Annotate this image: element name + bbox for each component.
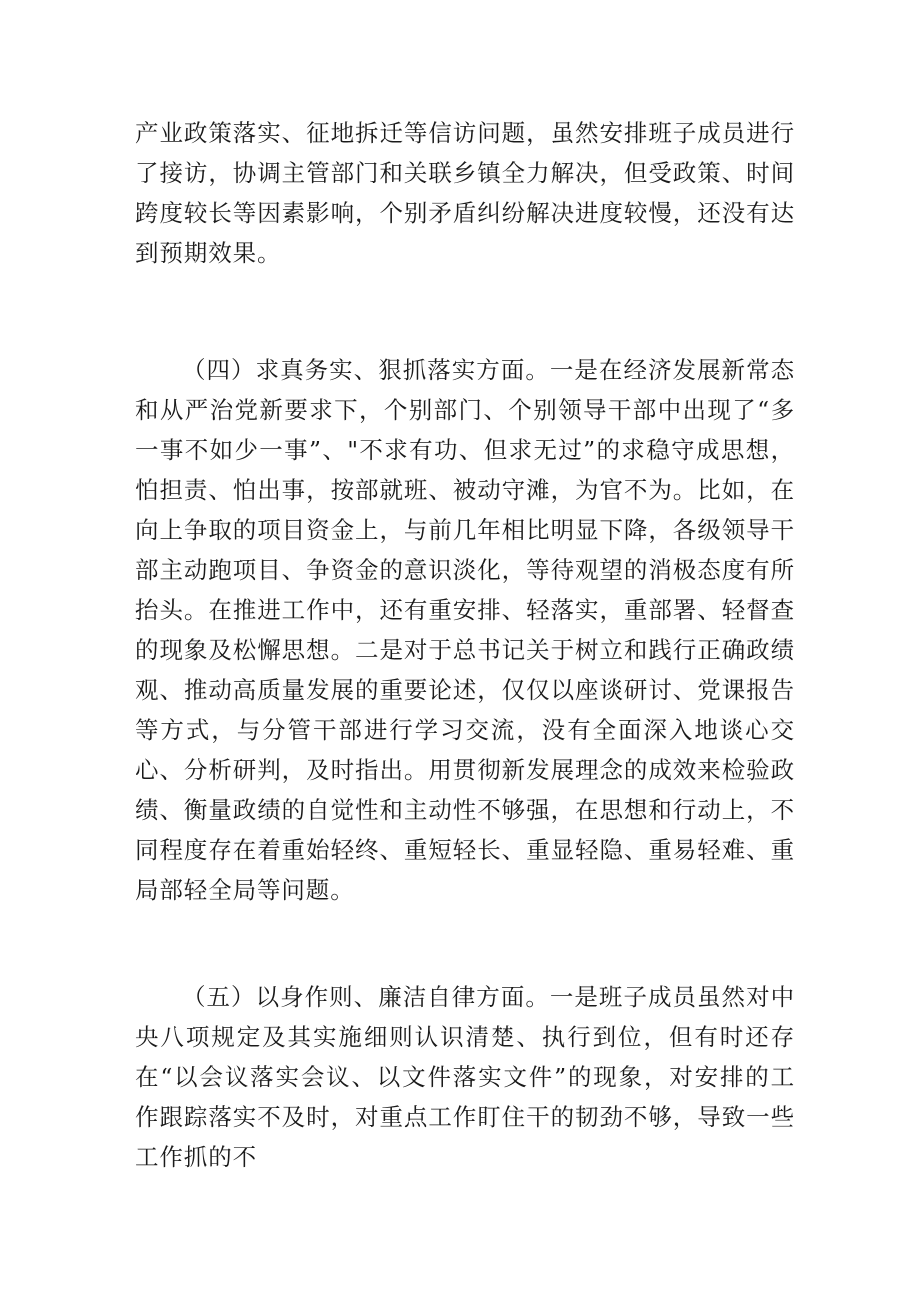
paragraph-text-2: （四）求真务实、狠抓落实方面。一是在经济发展新常态和从严治党新要求下，个别部门、个别领导干部中出现了“多一事不如少一事”、"不求有功、但求无过”的求稳守成思想，怕担责、怕出事，按部就班、被动守滩，为官不为。比如，在向上争取的项目资金上，与前几年相比明显下降，各级领导干部主动跑项目、争资金的意识淡化，等待观望的消极态度有所抬头。在推进工作中，还有重安排、轻落实，重部署、轻督查的现象及松懈思想。二是对于总书记关于树立和践行正确政绩观、推动高质量发展的重要论述，仅仅以座谈研讨、党课报告等方式，与分管干部进行学习交流，没有全面深入地谈心交心、分析研判，及时指出。用贯彻新发展理念的成效来检验政绩、衡量政绩的自觉性和主动性不够强，在思想和行动上，不同程度存在着重始轻终、重短轻长、重显轻隐、重易轻难、重局部轻全局等问题。 (135, 356, 795, 904)
paragraph-text-3: （五）以身作则、廉洁自律方面。一是班子成员虽然对中央八项规定及其实施细则认识清楚、执行到位，但有时还存在“以会议落实会议、以文件落实文件”的现象，对安排的工作跟踪落实不及时，对重点工作盯住干的韧劲不够，导致一些工作抓的不 (135, 983, 795, 1171)
paragraph-section-five (135, 977, 795, 1177)
paragraph-text-1: 产业政策落实、征地拆迁等信访问题，虽然安排班子成员进行了接访，协调主管部门和关联乡镇全力解决，但受政策、时间跨度较长等因素影响，个别矛盾纠纷解决进度较慢，还没有达到预期效果。 (135, 119, 795, 267)
paragraph-section-four (135, 350, 795, 910)
paragraph-continuation (135, 113, 795, 273)
